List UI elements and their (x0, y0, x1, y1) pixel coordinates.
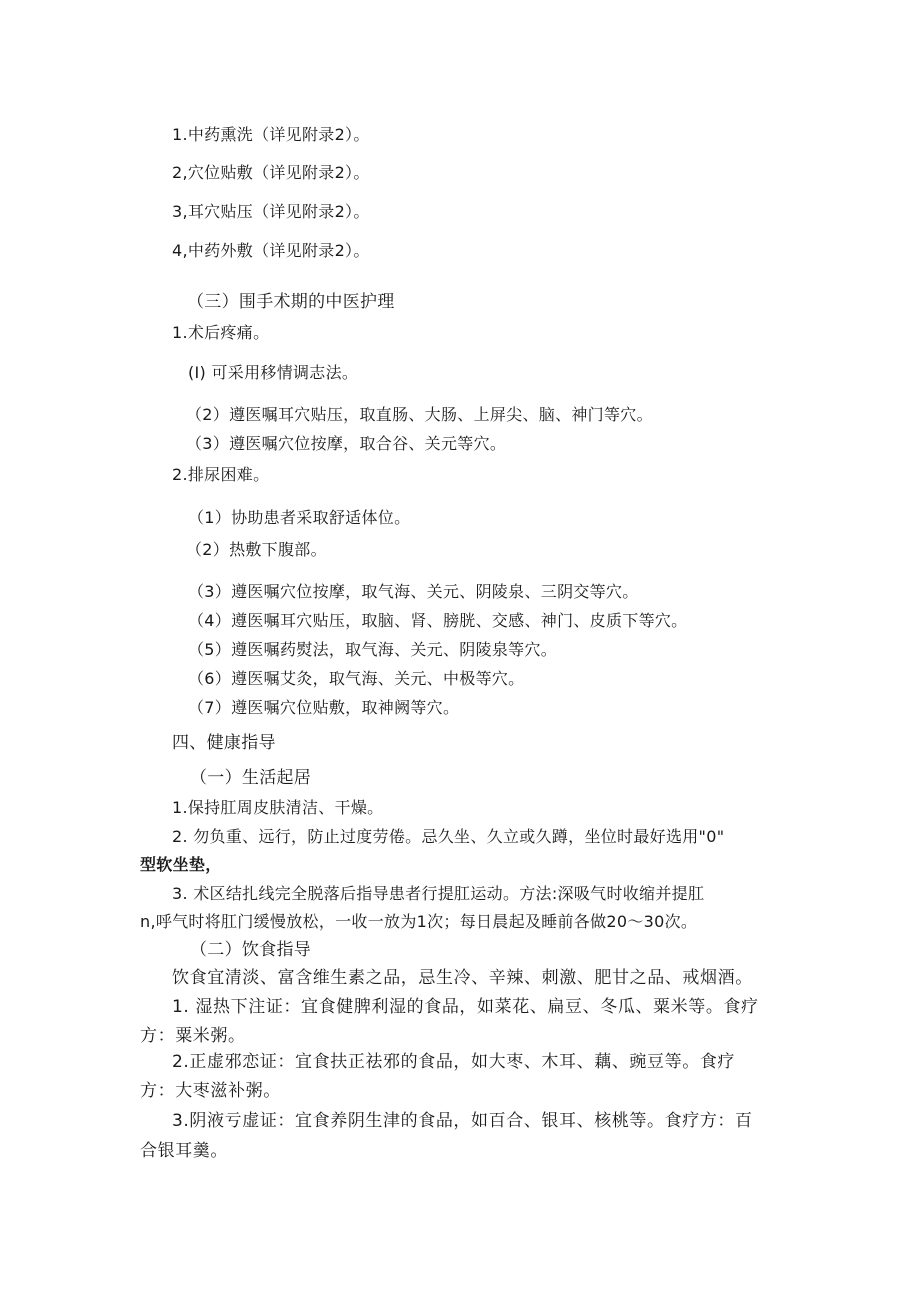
urination-item-5: （5）遵医嘱药熨法，取气海、关元、阴陵泉等穴。 (188, 640, 558, 659)
diet-heading: （二）饮食指导 (190, 940, 312, 960)
treatment-item-4: 4,中药外敷（详见附录2）。 (172, 241, 370, 260)
life-line-1: 1.保持肛周皮肤清洁、干燥。 (172, 798, 384, 817)
treatment-item-2: 2,穴位贴敷（详见附录2）。 (172, 163, 370, 182)
urination-item-2: （2）热敷下腹部。 (186, 540, 327, 559)
urination-item-1: （1）协助患者采取舒适体位。 (188, 508, 411, 527)
urination-item-4: （4）遵医嘱耳穴贴压，取脑、肾、膀胱、交感、神门、皮质下等穴。 (188, 611, 688, 630)
life-heading: （一）生活起居 (190, 768, 312, 788)
life-line-2: 2. 勿负重、远行，防止过度劳倦。忌久坐、久立或久蹲，坐位时最好选用"0" (172, 827, 725, 846)
treatment-item-3: 3,耳穴贴压（详见附录2）。 (172, 202, 370, 221)
diet-line-2: 1. 湿热下注证：宜食健脾利湿的食品，如菜花、扁豆、冬瓜、粟米等。食疗 (172, 997, 759, 1017)
diet-line-4: 2.正虚邪恋证：宜食扶正祛邪的食品，如大枣、木耳、藕、豌豆等。食疗 (172, 1052, 736, 1072)
life-line-3: 型软坐垫， (140, 855, 222, 874)
pain-item-3: （3）遵医嘱穴位按摩，取合谷、关元等穴。 (186, 434, 507, 453)
diet-line-7: 合银耳羹。 (140, 1141, 228, 1161)
pain-item-2: （2）遵医嘱耳穴贴压，取直肠、大肠、上屏尖、脑、神门等穴。 (186, 405, 653, 424)
urination-item-6: （6）遵医嘱艾灸，取气海、关元、中极等穴。 (188, 669, 525, 688)
diet-line-6: 3.阴液亏虚证：宜食养阴生津的食品，如百合、银耳、核桃等。食疗方：百 (172, 1111, 753, 1131)
urination-title: 2.排尿困难。 (172, 465, 270, 484)
life-line-5: n,呼气时将肛门缓慢放松，一收一放为1次；每日晨起及睡前各做20～30次。 (140, 912, 698, 931)
treatment-item-1: 1.中药熏洗（详见附录2）。 (172, 125, 370, 144)
diet-line-5: 方：大枣滋补粥。 (140, 1081, 281, 1101)
pain-item-1: (I) 可采用移情调志法。 (188, 363, 359, 382)
diet-line-3: 方：粟米粥。 (140, 1026, 246, 1046)
life-line-4: 3. 术区结扎线完全脱落后指导患者行提肛运动。方法:深吸气时收缩并提肛 (172, 884, 705, 903)
health-heading: 四、健康指导 (172, 733, 276, 753)
urination-item-7: （7）遵医嘱穴位贴敷，取神阙等穴。 (188, 698, 460, 717)
pain-title: 1.术后疼痛。 (172, 323, 270, 342)
perioperative-heading: （三）围手术期的中医护理 (187, 292, 395, 312)
diet-line-1: 饮食宜清淡、富含维生素之品，忌生冷、辛辣、刺激、肥甘之品、戒烟酒。 (172, 968, 753, 988)
urination-item-3: （3）遵医嘱穴位按摩，取气海、关元、阴陵泉、三阴交等穴。 (188, 582, 639, 601)
